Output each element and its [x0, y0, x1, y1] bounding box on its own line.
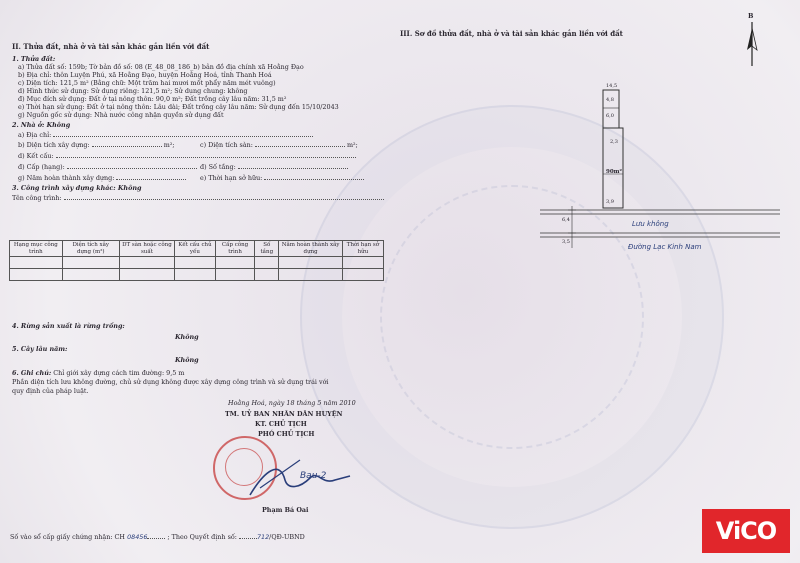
table-header: Diện tích xây dựng (m²) [62, 241, 119, 257]
house-completion-year: g) Năm hoàn thành xây dựng: [18, 173, 186, 182]
forest-heading: 4. Rừng sản xuất là rừng trồng: [12, 322, 125, 330]
land-line: a) Thửa đất số: 159b; Tờ bản đồ số: 08 (E_48_08_186_b) bản đồ địa chính xã Hoằng Đạo [18, 63, 304, 71]
land-heading: 1. Thửa đất: [12, 55, 56, 63]
table-header: Kết cấu chủ yếu [175, 241, 216, 257]
construction-name: Tên công trình: [12, 193, 384, 202]
forest-value: Không [175, 333, 199, 341]
land-line: e) Thời hạn sử dụng: Đất ở tại nông thôn: Lâu dài; Đất trồng cây lâu năm: Sử dụng đến 15/10/2043 [18, 103, 339, 111]
table-header: Thời hạn sở hữu [342, 241, 383, 257]
cert-number: 08456 [127, 533, 148, 541]
cert-number-line: Số vào sổ cấp giấy chứng nhận: CH 08456 ; Theo Quyết định số: 712/QĐ-UBND [10, 533, 305, 541]
house-heading: 2. Nhà ở: Không [12, 121, 71, 129]
construction-table [9, 240, 384, 281]
house-ownership-term: e) Thời hạn sở hữu: [200, 173, 364, 182]
plot-label: 6,0 [606, 113, 614, 119]
land-line: đ) Mục đích sử dụng: Đất ở tại nông thôn: 90,0 m²; Đất trồng cây lâu năm: 31,5 m² [18, 95, 287, 103]
plot-label: 3,9 [606, 199, 614, 205]
notes-line: Phần diện tích lưu không đường, chủ sử dụng không được xây dựng công trình và sử dụng trái với [12, 378, 329, 386]
house-structure: d) Kết cấu: [18, 151, 356, 160]
house-floor-area: c) Diện tích sàn: m²; [200, 141, 358, 149]
signer-role: PHÓ CHỦ TỊCH [258, 430, 315, 438]
land-line: g) Nguồn gốc sử dụng: Nhà nước công nhận quyền sử dụng đất [18, 111, 224, 119]
kt-line: KT. CHỦ TỊCH [255, 420, 307, 428]
signer-name: Phạm Bá Oai [262, 506, 309, 514]
road-label: Đường Lạc Kinh Nam [628, 243, 702, 251]
plot-label: 6,4 [562, 217, 570, 223]
signature-text: Bau-2 [300, 471, 327, 481]
house-floors: đ) Số tầng: [200, 162, 348, 171]
road-clearance-label: Lưu không [632, 220, 669, 228]
house-build-area: b) Diện tích xây dựng: m²; [18, 141, 175, 149]
plot-label: 3,5 [562, 239, 570, 245]
perennial-heading: 5. Cây lâu năm: [12, 345, 68, 353]
table-row [10, 257, 384, 269]
land-line: d) Hình thức sử dụng: Sử dụng riêng: 121,5 m²; Sử dụng chung: không [18, 87, 248, 95]
issuing-org: TM. UỶ BAN NHÂN DÂN HUYỆN [225, 410, 343, 418]
plot-label: 4,8 [606, 97, 614, 103]
plot-label: 2,3 [610, 139, 618, 145]
decision-number: 712 [256, 533, 270, 541]
table-row [10, 269, 384, 281]
land-line: c) Diện tích: 121,5 m² (Bằng chữ: Một trăm hai mươi mốt phẩy năm mét vuông) [18, 79, 276, 87]
plot-area-label: 90m² [606, 169, 622, 175]
table-header: Năm hoàn thành xây dựng [279, 241, 342, 257]
notes-line: quy định của pháp luật. [12, 387, 89, 395]
table-header: DT sàn hoặc công suất [119, 241, 174, 257]
section-title-left: II. Thửa đất, nhà ở và tài sản khác gắn liền với đất [12, 42, 210, 51]
house-grade: đ) Cấp (hạng): [18, 162, 197, 171]
table-header: Hạng mục công trình [10, 241, 63, 257]
notes-line: 6. Ghi chú: Chỉ giới xây dựng cách tim đường: 9,5 m [12, 369, 185, 377]
issue-date: Hoằng Hoá, ngày 18 tháng 5 năm 2010 [228, 399, 356, 407]
perennial-value: Không [175, 356, 199, 364]
vico-logo: ViCO [702, 509, 790, 553]
table-header: Số tầng [255, 241, 279, 257]
section-title-right: III. Sơ đồ thửa đất, nhà ở và tài sản khác gắn liền với đất [400, 29, 623, 38]
house-address: a) Địa chỉ: [18, 130, 313, 139]
land-line: b) Địa chỉ: thôn Luyện Phú, xã Hoằng Đạo, huyện Hoằng Hoá, tỉnh Thanh Hoá [18, 71, 272, 79]
north-label: B [748, 12, 754, 20]
construction-heading: 3. Công trình xây dựng khác: Không [12, 184, 142, 192]
plot-label: 14,5 [606, 83, 618, 89]
table-header: Cấp công trình [215, 241, 254, 257]
plot-diagram [540, 78, 780, 268]
